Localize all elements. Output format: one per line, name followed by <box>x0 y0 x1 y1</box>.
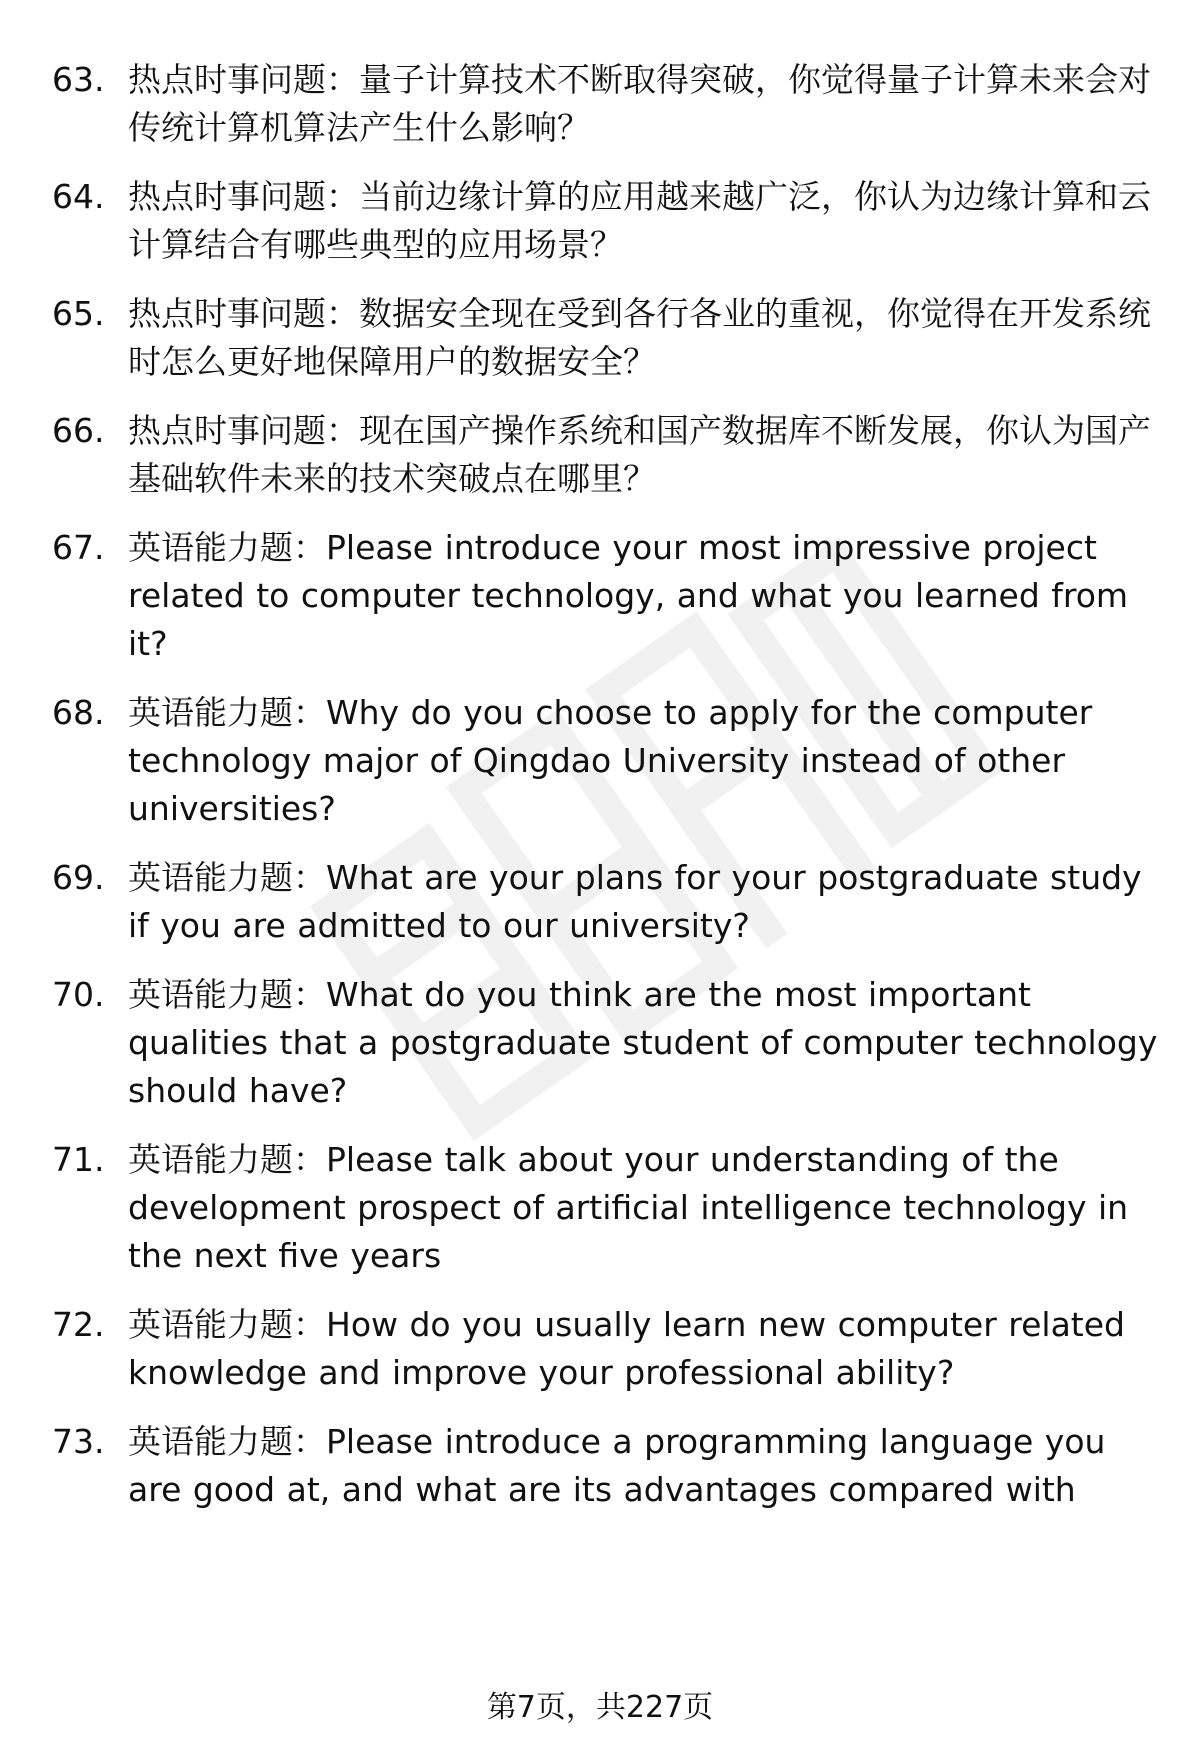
question-category: 英语能力题： <box>128 1422 326 1461</box>
question-item-66 <box>0 407 1200 503</box>
question-number: 67. <box>52 528 105 567</box>
question-item-64 <box>0 173 1200 269</box>
question-item-70 <box>0 971 1200 1115</box>
question-number: 71. <box>52 1140 105 1179</box>
page-number-label: 第7页，共227页 <box>486 1690 714 1725</box>
question-item-71 <box>0 1136 1200 1280</box>
question-list <box>0 56 1200 1535</box>
question-category: 热点时事问题： <box>128 60 359 99</box>
question-text: Please introduce your most impressive project related to computer technology, and what you learned from it? <box>128 528 1129 663</box>
question-category: 英语能力题： <box>128 1140 326 1179</box>
question-text: 量子计算技术不断取得突破，你觉得量子计算未来会对传统计算机算法产生什么影响？ <box>128 60 1151 147</box>
question-body <box>128 1301 1158 1397</box>
question-category: 热点时事问题： <box>128 177 359 216</box>
question-item-69 <box>0 854 1200 950</box>
question-number: 68. <box>52 693 105 732</box>
question-body <box>128 1136 1158 1280</box>
question-text: How do you usually learn new computer related knowledge and improve your professional ability? <box>128 1305 1125 1392</box>
question-number: 70. <box>52 975 105 1014</box>
question-body <box>128 971 1158 1115</box>
question-body <box>128 854 1158 950</box>
question-category: 英语能力题： <box>128 1305 326 1344</box>
question-number: 63. <box>52 60 105 99</box>
question-item-67 <box>0 524 1200 668</box>
question-text: 当前边缘计算的应用越来越广泛，你认为边缘计算和云计算结合有哪些典型的应用场景？ <box>128 177 1151 264</box>
question-item-73 <box>0 1418 1200 1514</box>
question-item-68 <box>0 689 1200 833</box>
question-category: 英语能力题： <box>128 528 326 567</box>
question-category: 英语能力题： <box>128 975 326 1014</box>
question-text: 数据安全现在受到各行各业的重视，你觉得在开发系统时怎么更好地保障用户的数据安全？ <box>128 294 1151 381</box>
question-number: 66. <box>52 411 105 450</box>
question-body <box>128 1418 1158 1514</box>
question-category: 热点时事问题： <box>128 411 359 450</box>
question-number: 72. <box>52 1305 105 1344</box>
question-number: 69. <box>52 858 105 897</box>
question-body <box>128 407 1158 503</box>
question-body <box>128 290 1158 386</box>
question-text: Please talk about your understanding of the development prospect of artificial intelligence technology in the next five years <box>128 1140 1129 1275</box>
question-number: 64. <box>52 177 105 216</box>
question-number: 73. <box>52 1422 105 1461</box>
question-body <box>128 524 1158 668</box>
question-category: 英语能力题： <box>128 693 326 732</box>
question-number: 65. <box>52 294 105 333</box>
question-item-72 <box>0 1301 1200 1397</box>
question-text: Please introduce a programming language you are good at, and what are its advantages compared with <box>128 1422 1106 1509</box>
question-item-65 <box>0 290 1200 386</box>
question-text: What are your plans for your postgraduate study if you are admitted to our university? <box>128 858 1142 945</box>
question-text: What do you think are the most important qualities that a postgraduate student of computer technology should have? <box>128 975 1158 1110</box>
question-item-63 <box>0 56 1200 152</box>
question-category: 热点时事问题： <box>128 294 359 333</box>
question-category: 英语能力题： <box>128 858 326 897</box>
question-body <box>128 689 1158 833</box>
question-text: Why do you choose to apply for the computer technology major of Qingdao University instead of other universities? <box>128 693 1093 828</box>
question-text: 现在国产操作系统和国产数据库不断发展，你认为国产基础软件未来的技术突破点在哪里？ <box>128 411 1151 498</box>
page-footer <box>0 1688 1200 1728</box>
question-body <box>128 173 1158 269</box>
question-body <box>128 56 1158 152</box>
